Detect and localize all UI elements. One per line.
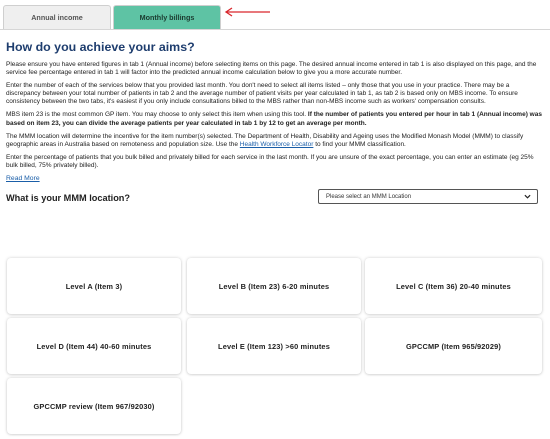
tab-bar	[3, 4, 223, 29]
intro-paragraph-5: Enter the percentage of patients that you bulk billed and privately billed for each service in the last month. If you are unsure of the exact percentage, you can enter an estimate (eg 25% bulk billed, 75% privately billed).	[6, 153, 534, 169]
page-title: How do you achieve your aims?	[6, 40, 195, 54]
read-more-link[interactable]: Read More	[6, 175, 40, 183]
intro-paragraph-3	[6, 111, 544, 127]
service-card-level-e[interactable]: Level E (Item 123) >60 minutes	[187, 318, 361, 374]
mmm-location-label: What is your MMM location?	[6, 193, 131, 204]
service-card-level-d[interactable]: Level D (Item 44) 40-60 minutes	[7, 318, 181, 374]
mmm-location-row	[6, 188, 544, 210]
tab-annual-income[interactable]: Annual income	[3, 5, 111, 29]
para3-text: MBS item 23 is the most common GP item. You may choose to only select this item when using this tool.	[6, 111, 308, 119]
service-card-level-c[interactable]: Level C (Item 36) 20-40 minutes	[365, 258, 542, 314]
service-card-level-a[interactable]: Level A (Item 3)	[7, 258, 181, 314]
para4-text-post: to find your MMM classification.	[313, 140, 406, 148]
para4-text-pre: The MMM location will determine the incentive for the item number(s) selected. The Department of Health, Disability and Ageing uses the Modified Monash Model (MMM) to classify geographic areas in Australia based on remoteness and population size. Use the	[6, 132, 524, 148]
service-card-level-b[interactable]: Level B (Item 23) 6-20 minutes	[187, 258, 361, 314]
health-workforce-locator-link[interactable]: Health Workforce Locator	[239, 140, 314, 148]
service-card-gpccmp-review[interactable]: GPCCMP review (Item 967/92030)	[7, 378, 181, 434]
tab-monthly-billings[interactable]: Monthly billings	[113, 5, 221, 29]
chevron-down-icon	[524, 193, 531, 200]
intro-paragraph-1: Please ensure you have entered figures in tab 1 (Annual income) before selecting items on this page. The desired annual income entered in tab 1 is also displayed on this page, and the service fee percentage entered in tab 1 will factor into the predicted annual income calculation below to give you a more accurate number.	[6, 61, 537, 77]
red-arrow-annotation	[221, 6, 271, 18]
tab-divider	[0, 29, 550, 30]
para3-bold-text: If the number of patients you entered per hour in tab 1 (Annual income) was based on item 23, you can divide the average patients per year calculated in tab 1 by 12 to get an average per month.	[6, 111, 542, 127]
main-content	[6, 40, 544, 210]
intro-paragraph-4	[6, 133, 544, 149]
service-card-gpccmp[interactable]: GPCCMP (Item 965/92029)	[365, 318, 542, 374]
mmm-location-select[interactable]	[318, 189, 538, 204]
mmm-select-value: Please select an MMM Location	[326, 193, 412, 200]
intro-paragraph-2: Enter the number of each of the services below that you provided last month. You don't need to select all items listed – only those that you use in your practice. There may be a discrepancy between your total number of patients in tab 2 and the average number of patient visits per year calculated in tab 1, as tab 2 is based only on MBS income. To ensure consistency between the two tabs, it's easiest if you only include consultations billed to the MBS rather than non-MBS income such as workers' compensation consults.	[6, 82, 518, 106]
